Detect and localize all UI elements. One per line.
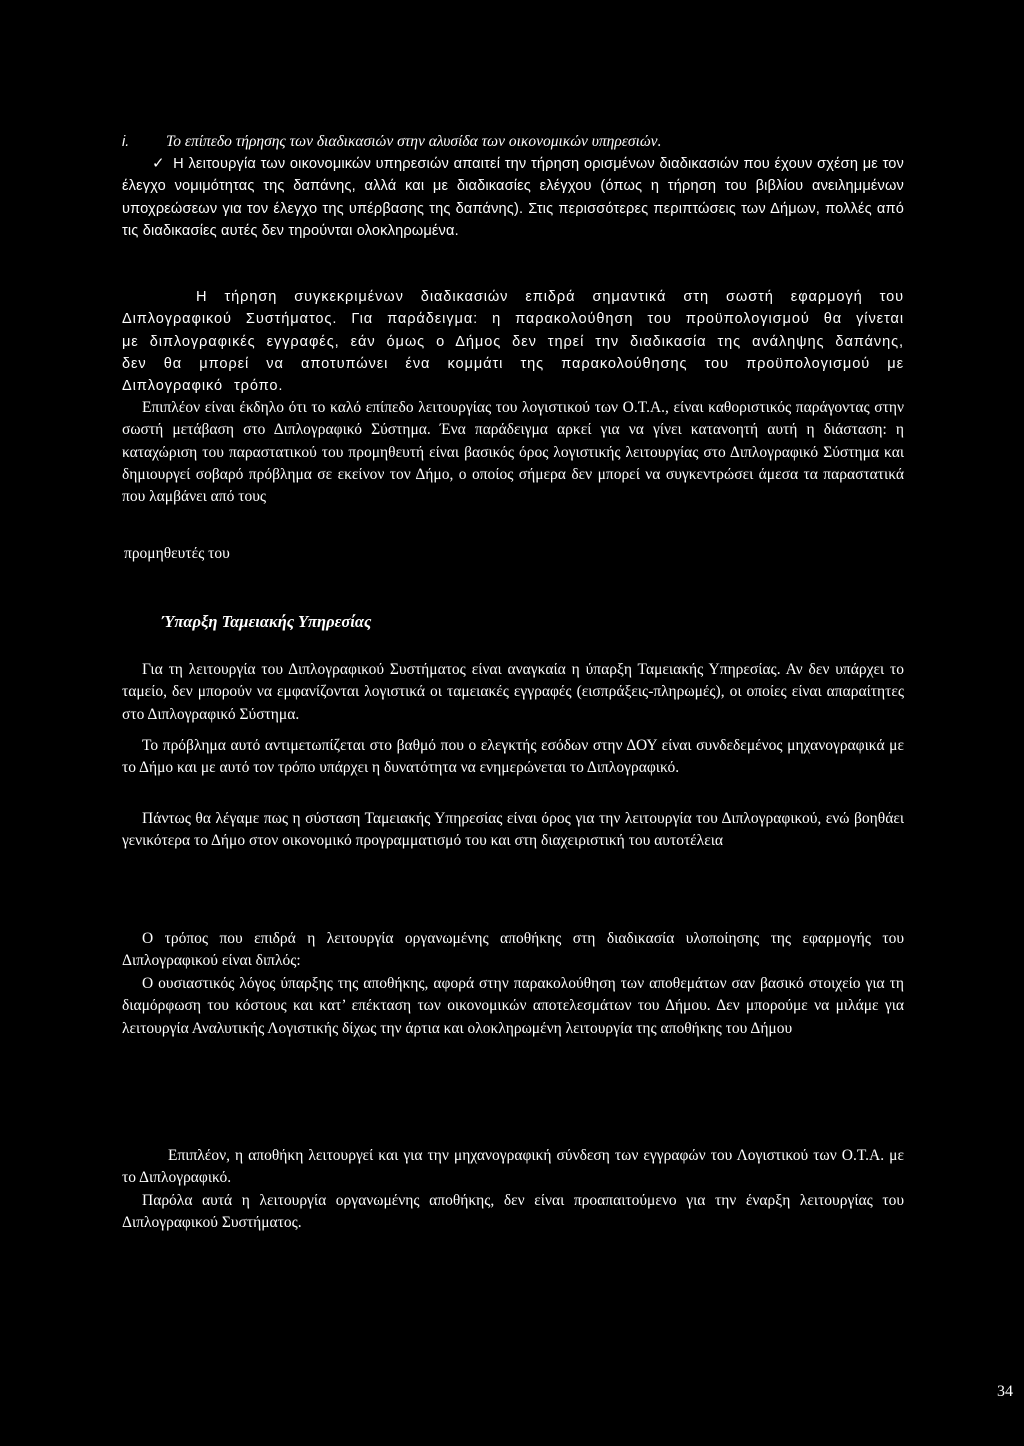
paragraph-warehouse-link: Επιπλέον, η αποθήκη λειτουργεί και για την μηχανογραφική σύνδεση των εγγραφών του Λογιστικού των Ο.Τ.Α. με το Διπλογραφικό. <box>122 1147 904 1187</box>
paragraph-procedures: Η τήρηση συγκεκριμένων διαδικασιών επιδρά σημαντικά στη σωστή εφαρμογή του Διπλογραφικού Συστήματος. Για παράδειγμα: η παρακολούθηση του προϋπολογισμού θα γίνεται με διπλογραφικές εγγραφές, εάν όμως ο Δήμος δεν τηρεί την διαδικασία της ανάληψης δαπάνης, δεν θα μπορεί να αποτυπώνει ένα κομμάτι της παρακολούθησης του προϋπολογισμού με Διπλογραφικό τρόπο. <box>122 289 904 395</box>
document-page <box>122 0 1013 1446</box>
section-heading-text: Το επίπεδο τήρησης των διαδικασιών στην αλυσίδα των οικονομικών υπηρεσιών. <box>166 133 662 150</box>
page-number: 34 <box>997 1383 1013 1400</box>
section-number: i. <box>122 134 130 150</box>
paragraph-warehouse-prerequisite: Παρόλα αυτά η λειτουργία οργανωμένης αποθήκης, δεν είναι προαπαιτούμενο για την έναρξη λειτουργίας του Διπλογραφικού Συστήματος. <box>122 1192 904 1232</box>
paragraph-tax-office: Το πρόβλημα αυτό αντιμετωπίζεται στο βαθμό που ο ελεγκτής εσόδων στην ΔΟΥ είναι συνδεδεμένος μηχανογραφικά με το Δήμο και με αυτό τον τρόπο υπάρχει η δυνατότητα να ενημερώνεται το Διπλογραφικό. <box>122 737 904 777</box>
paragraph-accounting-level: Επιπλέον είναι έκδηλο ότι το καλό επίπεδο λειτουργίας του λογιστικού των Ο.Τ.Α., είναι καθοριστικός παράγοντας στην σωστή μετάβαση στο Διπλογραφικό Σύστημα. Ένα παράδειγμα αρκεί για να γίνει κατανοητή αυτή η διάσταση: η καταχώριση του παραστατικού του προμηθευτή είναι βασικός όρος λογιστικής λειτουργίας στο Διπλογραφικό Σύστημα και δημιουργεί σοβαρό πρόβλημα σε εκείνον τον Δήμο, ο οποίος σήμερα δεν μπορεί να συγκεντρώσει άμεσα τα παραστατικά που λαμβάνει από τους <box>122 399 904 506</box>
paragraph-accounting-tail: προμηθευτές του <box>124 545 230 562</box>
paragraph-treasury: Για τη λειτουργία του Διπλογραφικού Συστήματος είναι αναγκαία η ύπαρξη Ταμειακής Υπηρεσίας. Αν δεν υπάρχει το ταμείο, δεν μπορούν να εμφανίζονται λογιστικά οι ταμειακές εγγραφές (εισπράξεις-πληρωμές), οι οποίες είναι απαραίτητες στο Διπλογραφικό Σύστημα. <box>122 661 904 723</box>
bullet-text: Η λειτουργία των οικονομικών υπηρεσιών απαιτεί την τήρηση ορισμένων διαδικασιών που έχουν σχέση με τον έλεγχο νομιμότητας της δαπάνης, αλλά και με διαδικασίες ελέγχου (όπως η τήρηση του βιβλίου ανειλημμένων υποχρεώσεων για τον έλεγχο της υπέρβασης της δαπάνης). Στις περισσότερες περιπτώσεις των Δήμων, πολλές από τις διαδικασίες αυτές δεν τηρούνται ολοκληρωμένα. <box>122 156 904 239</box>
section-heading <box>122 131 904 153</box>
subtitle-treasury: Ύπαρξη Ταμειακής Υπηρεσίας <box>162 612 372 631</box>
paragraph-warehouse-intro: Ο τρόπος που επιδρά η λειτουργία οργανωμένης αποθήκης στη διαδικασία υλοποίησης της εφαρμογής του Διπλογραφικού είναι διπλός: <box>122 930 904 970</box>
checkmark-icon: ✓ <box>152 154 166 172</box>
paragraph-warehouse-reason: Ο ουσιαστικός λόγος ύπαρξης της αποθήκης, αφορά στην παρακολούθηση των αποθεμάτων σαν βασικό στοιχείο για τη διαμόρφωση του κόστους και κατ’ επέκταση των οικονομικών αποτελεσμάτων του Δήμου. Δεν μπορούμε να μιλάμε για λειτουργία Αναλυτικής Λογιστικής δίχως την άρτια και ολοκληρωμένη λειτουργία της αποθήκης του Δήμου <box>122 975 904 1037</box>
paragraph-treasury-condition: Πάντως θα λέγαμε πως η σύσταση Ταμειακής Υπηρεσίας είναι όρος για την λειτουργία του Διπλογραφικού, ενώ βοηθάει γενικότερα το Δήμο στον οικονομικό προγραμματισμό του και στη διαχειριστική του αυτοτέλεια <box>122 810 904 850</box>
bullet-paragraph <box>122 152 904 242</box>
